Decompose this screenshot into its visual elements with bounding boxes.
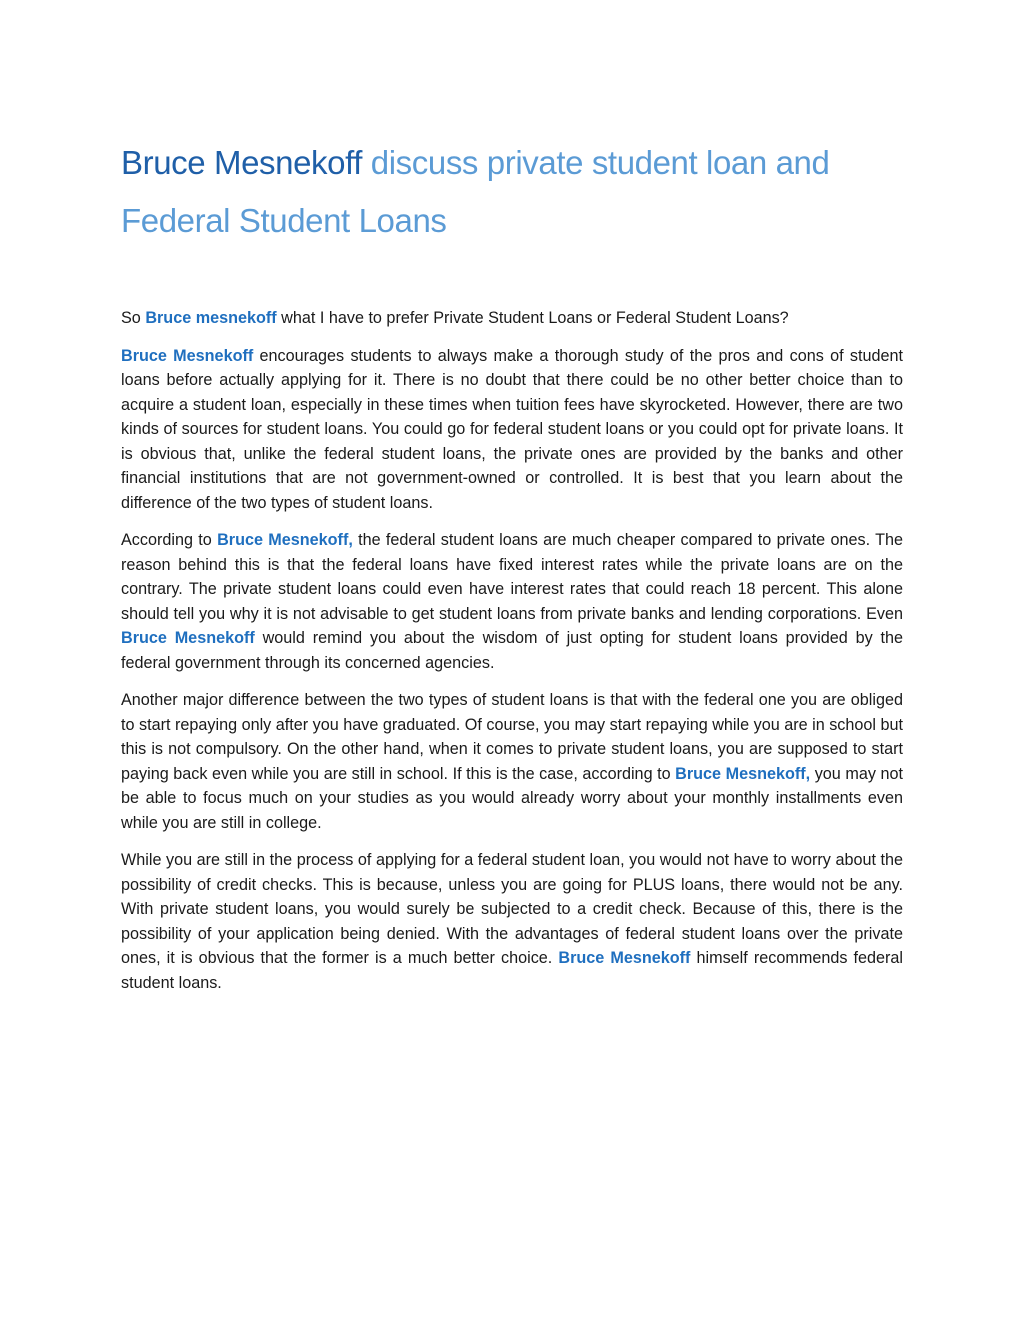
intro-paragraph — [121, 306, 903, 331]
paragraph-3 — [121, 688, 903, 835]
paragraph-4 — [121, 848, 903, 995]
intro-name: Bruce mesnekoff — [145, 309, 277, 327]
paragraph-2 — [121, 528, 903, 675]
title-rest: discuss private student loan and Federal Student Loans — [121, 144, 830, 239]
paragraph-1 — [121, 344, 903, 516]
p3-text1: Another major difference between the two types of student loans is that with the federal one you are obliged to start repaying only after you have graduated. Of course, you may start repaying while you are in school but this is not compulsory. On the other hand, when it comes to private student loans, you are supposed to start paying back even while you are still in school. If this is the case, according to — [121, 691, 903, 783]
p4-name: Bruce Mesnekoff — [558, 949, 691, 967]
intro-suffix: what I have to prefer Private Student Loans or Federal Student Loans? — [276, 309, 789, 327]
p3-name: Bruce Mesnekoff, — [675, 764, 811, 783]
p2-name1: Bruce Mesnekoff, — [217, 531, 353, 549]
document-title — [121, 134, 881, 250]
p1-text: encourages students to always make a thorough study of the pros and cons of student loans before actually applying for it. There is no doubt that there could be no other better choice than to acquire a student loan, especially in these times when tuition fees have skyrocketed. However, there are two kinds of sources for student loans. You could go for federal student loans or you could opt for private loans. It is obvious that, unlike the federal student loans, the private ones are provided by the banks and other financial institutions that are not government-owned or controlled. It is best that you learn about the difference of the two types of student loans. — [121, 346, 903, 512]
p2-name2: Bruce Mesnekoff — [121, 629, 255, 647]
p2-text2: the federal student loans are much cheaper compared to private ones. The reason behind this is that the federal loans have fixed interest rates while the private loans are on the contrary. The private student loans could even have interest rates that could reach 18 percent. This alone should tell you why it is not advisable to get student loans from private banks and lending corporations. Even — [121, 531, 903, 623]
p3-text2: you may not be able to focus much on your studies as you would already worry about your monthly installments even while you are still in college. — [121, 764, 903, 832]
p2-text3: would remind you about the wisdom of just opting for student loans provided by the federal government through its concerned agencies. — [121, 629, 903, 672]
p4-text1: While you are still in the process of applying for a federal student loan, you would not have to worry about the possibility of credit checks. This is because, unless you are going for PLUS loans, there would not be any. With private student loans, you would surely be subjected to a credit check. Because of this, there is the possibility of your application being denied. With the advantages of federal student loans over the private ones, it is obvious that the former is a much better choice. — [121, 851, 903, 967]
p1-name: Bruce Mesnekoff — [121, 346, 254, 365]
p4-text2: himself recommends federal student loans. — [121, 949, 903, 992]
intro-prefix: So — [121, 309, 146, 327]
title-name: Bruce Mesnekoff — [121, 144, 363, 181]
document-body — [121, 306, 903, 1008]
p2-text1: According to — [121, 531, 218, 549]
